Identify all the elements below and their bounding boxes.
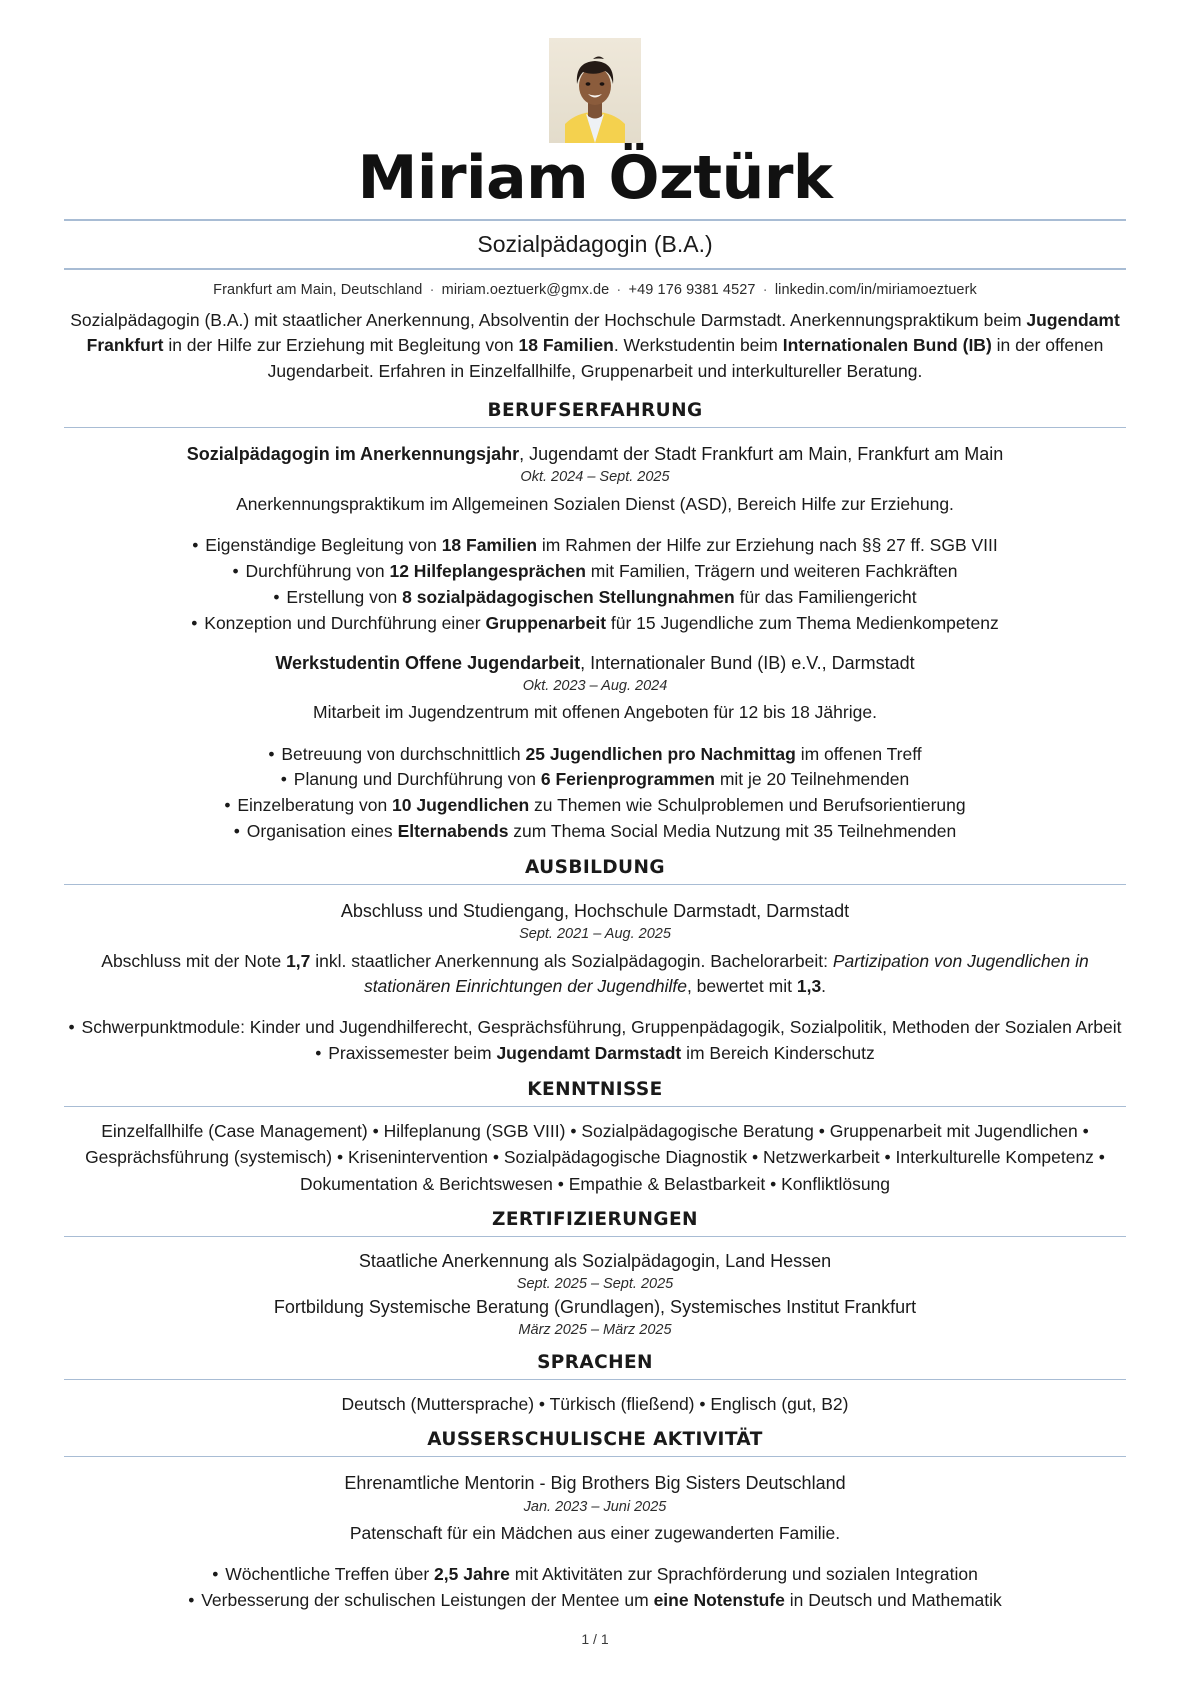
bullet-text <box>247 821 956 841</box>
text-run: für 15 Jugendliche zum Thema Medienkompetenz <box>606 612 999 633</box>
avatar <box>549 38 641 143</box>
bullet-glyph: • <box>233 821 245 842</box>
text-run: in der Hilfe zur Erziehung mit Begleitung von <box>163 335 519 356</box>
entry-activity <box>64 1457 1126 1614</box>
bullet-glyph: • <box>212 1564 224 1585</box>
bullet-item <box>64 1015 1126 1041</box>
skills-list: Einzelfallhilfe (Case Management) • Hilfeplanung (SGB VIII) • Sozialpädagogische Beratung • Gruppenarbeit mit Jugendlichen • Gesprächsführung (systemisch) • Krisenintervention • Sozialpädagogische Diagnostik • Netzwerkarbeit • Interkulturelle Kompetenz • Dokumentation & Berichtswesen • Empathie & Belastbarkeit • Konfliktlösung <box>85 1121 1105 1194</box>
text-run: Konzeption und Durchführung einer <box>204 612 486 633</box>
entry-description <box>64 696 1126 725</box>
entry-bullet-list <box>64 517 1126 637</box>
text-run: Patenschaft für ein Mädchen aus einer zugewanderten Familie. <box>349 1522 841 1543</box>
text-run: in der offenen Jugendarbeit. Erfahren in Einzelfallhilfe, Gruppenarbeit und interkultureller Beratung. <box>267 335 1104 381</box>
text-run: im offenen Treff <box>795 743 922 764</box>
text-run-bold: 8 sozialpädagogischen Stellungnahmen <box>402 586 735 607</box>
bullet-text <box>237 795 965 815</box>
text-run: Organisation eines <box>246 821 398 842</box>
text-run: , Internationaler Bund (IB) e.V., Darmstadt <box>580 652 915 673</box>
text-run-bold: Sozialpädagogin im Anerkennungsjahr <box>186 444 520 465</box>
entry-title <box>64 442 1126 466</box>
bullet-item <box>64 1562 1126 1588</box>
bullet-glyph: • <box>268 743 280 764</box>
text-run: mit je 20 Teilnehmenden <box>714 769 910 790</box>
text-run: Wöchentliche Treffen über <box>225 1564 435 1585</box>
text-run: Schwerpunktmodule: Kinder und Jugendhilferecht, Gesprächsführung, Gruppenpädagogik, Sozialpolitik, Methoden der Sozialen Arbeit <box>81 1017 1122 1038</box>
bullet-item <box>64 1041 1126 1067</box>
entry-bullet-list <box>64 999 1126 1067</box>
text-run-bold: 1,7 <box>286 950 311 971</box>
text-run: Betreuung von durchschnittlich <box>281 743 526 764</box>
text-run: Durchführung von <box>245 560 390 581</box>
entry-date: Sept. 2021 – Aug. 2025 <box>519 926 671 943</box>
text-run: . Werkstudentin beim <box>613 335 783 356</box>
bullet-item <box>64 767 1126 793</box>
certification-date: März 2025 – März 2025 <box>518 1321 672 1338</box>
text-run: Einzelberatung von <box>237 795 393 816</box>
text-run: Abschluss mit der Note <box>101 950 287 971</box>
certification-name: Staatliche Anerkennung als Sozialpädagogin, Land Hessen <box>358 1250 832 1271</box>
bullet-text <box>294 769 909 789</box>
text-run: Abschluss und Studiengang, Hochschule Darmstadt, Darmstadt <box>340 901 850 922</box>
entry-date: Okt. 2023 – Aug. 2024 <box>522 677 668 694</box>
bullet-glyph: • <box>68 1017 80 1038</box>
entry-experience <box>64 428 1126 637</box>
certification-date: Sept. 2025 – Sept. 2025 <box>516 1276 674 1293</box>
text-run: im Rahmen der Hilfe zur Erziehung nach §§ 27 ff. SGB VIII <box>537 534 998 555</box>
section-title-activities: AUSSERSCHULISCHE AKTIVITÄT <box>427 1429 763 1451</box>
page-title: Miriam Öztürk <box>357 143 833 213</box>
photo-container <box>64 38 1126 143</box>
bullet-glyph: • <box>232 560 244 581</box>
contact-separator: · <box>616 281 622 298</box>
text-run-bold: 18 Familien <box>518 335 614 356</box>
contact-separator: · <box>762 281 768 298</box>
text-run: zu Themen wie Schulproblemen und Berufsorientierung <box>529 795 966 816</box>
certifications-list <box>64 1237 1126 1340</box>
text-run: Anerkennungspraktikum im Allgemeinen Sozialen Dienst (ASD), Bereich Hilfe zur Erziehung. <box>236 493 954 514</box>
contact-phone[interactable]: +49 176 9381 4527 <box>628 281 756 298</box>
entry-title <box>64 651 1126 675</box>
entry-title <box>64 899 1126 923</box>
section-title-experience: BERUFSERFAHRUNG <box>487 400 703 422</box>
text-run-bold: eine Notenstufe <box>653 1590 785 1611</box>
contact-line <box>64 270 1126 308</box>
page-footer: 1 / 1 <box>581 1631 609 1647</box>
text-run: im Bereich Kinderschutz <box>681 1043 875 1064</box>
job-headline: Sozialpädagogin (B.A.) <box>477 231 713 258</box>
bullet-text <box>225 1564 978 1584</box>
text-run-bold: Gruppenarbeit <box>485 612 607 633</box>
bullet-glyph: • <box>273 586 285 607</box>
bullet-item <box>64 611 1126 637</box>
text-run-bold: Internationalen Bund (IB) <box>782 335 992 356</box>
bullet-item <box>64 1588 1126 1614</box>
text-run-bold: 1,3 <box>796 976 822 997</box>
text-run: Praxissemester beim <box>328 1043 497 1064</box>
entry-description <box>64 1517 1126 1546</box>
text-run: mit Familien, Trägern und weiteren Fachkräften <box>585 560 958 581</box>
bullet-glyph: • <box>192 534 204 555</box>
bullet-glyph: • <box>224 795 236 816</box>
contact-location: Frankfurt am Main, Deutschland <box>213 281 423 298</box>
bullet-text <box>286 587 916 607</box>
text-run: Eigenständige Begleitung von <box>205 534 442 555</box>
bullet-text <box>204 613 998 633</box>
bullet-text <box>328 1043 875 1063</box>
text-run-bold: 6 Ferienprogrammen <box>540 769 715 790</box>
bullet-glyph: • <box>315 1043 327 1064</box>
text-run: . <box>821 976 827 997</box>
bullet-text <box>82 1017 1122 1037</box>
text-run-bold: Jugendamt Frankfurt <box>86 309 1120 356</box>
text-run-bold: Elternabends <box>397 821 509 842</box>
text-run: Planung und Durchführung von <box>293 769 541 790</box>
text-run: Sozialpädagogin (B.A.) mit staatlicher Anerkennung, Absolventin der Hochschule Darmstadt. Anerkennungspraktikum beim <box>70 309 1027 330</box>
entry-bullet-list <box>64 1546 1126 1614</box>
section-title-languages: SPRACHEN <box>537 1352 653 1374</box>
contact-email[interactable]: miriam.oeztuerk@gmx.de <box>441 281 610 298</box>
text-run-bold: 2,5 Jahre <box>434 1564 510 1585</box>
bullet-item <box>64 559 1126 585</box>
entry-title <box>64 1471 1126 1495</box>
section-title-skills: KENNTNISSE <box>527 1079 663 1101</box>
text-run: Verbesserung der schulischen Leistungen der Mentee um <box>201 1590 654 1611</box>
text-run: Ehrenamtliche Mentorin - Big Brothers Big Sisters Deutschland <box>344 1473 846 1494</box>
text-run-bold: Jugendamt Darmstadt <box>496 1043 682 1064</box>
text-run: Mitarbeit im Jugendzentrum mit offenen Angeboten für 12 bis 18 Jährige. <box>313 702 877 723</box>
text-run: , bewertet mit <box>686 976 797 997</box>
bullet-text <box>245 561 957 581</box>
bullet-text <box>281 744 921 764</box>
text-run-italic: Partizipation von Jugendlichen in stationären Einrichtungen der Jugendhilfe <box>363 950 1089 997</box>
entry-description <box>64 488 1126 517</box>
bullet-glyph: • <box>188 1590 200 1611</box>
text-run: in Deutsch und Mathematik <box>784 1590 1002 1611</box>
entry-education <box>64 885 1126 1067</box>
text-run: Erstellung von <box>286 586 403 607</box>
text-run: inkl. staatlicher Anerkennung als Sozialpädagogin. Bachelorarbeit: <box>310 950 833 971</box>
bullet-item <box>64 742 1126 768</box>
text-run-bold: 25 Jugendlichen pro Nachmittag <box>525 743 796 764</box>
entry-date: Jan. 2023 – Juni 2025 <box>523 1498 667 1515</box>
sections-container <box>64 388 1126 1614</box>
text-run-bold: 10 Jugendlichen <box>392 795 530 816</box>
entry-description <box>64 945 1126 1000</box>
text-run: , Jugendamt der Stadt Frankfurt am Main, Frankfurt am Main <box>519 444 1004 465</box>
bullet-item <box>64 533 1126 559</box>
text-run: für das Familiengericht <box>734 586 917 607</box>
bullet-text <box>201 1590 1002 1610</box>
contact-linkedin[interactable]: linkedin.com/in/miriamoeztuerk <box>774 281 977 298</box>
text-run-bold: Werkstudentin Offene Jugendarbeit <box>275 652 581 673</box>
professional-summary <box>64 308 1126 388</box>
text-run: mit Aktivitäten zur Sprachförderung und sozialen Integration <box>509 1564 978 1585</box>
languages-list: Deutsch (Muttersprache) • Türkisch (fließend) • Englisch (gut, B2) <box>341 1394 849 1415</box>
certification-name: Fortbildung Systemische Beratung (Grundlagen), Systemisches Institut Frankfurt <box>273 1296 917 1317</box>
portrait-photo-icon <box>549 38 641 143</box>
entry-date: Okt. 2024 – Sept. 2025 <box>520 469 670 486</box>
text-run: zum Thema Social Media Nutzung mit 35 Teilnehmenden <box>508 821 957 842</box>
bullet-item <box>64 585 1126 611</box>
text-run-bold: 12 Hilfeplangesprächen <box>389 560 586 581</box>
section-title-education: AUSBILDUNG <box>525 857 665 879</box>
contact-separator: · <box>429 281 435 298</box>
bullet-text <box>205 535 998 555</box>
bullet-item <box>64 819 1126 845</box>
bullet-item <box>64 793 1126 819</box>
entry-experience <box>64 637 1126 846</box>
text-run-bold: 18 Familien <box>441 534 538 555</box>
section-title-certifications: ZERTIFIZIERUNGEN <box>492 1208 698 1230</box>
bullet-glyph: • <box>280 769 292 790</box>
bullet-glyph: • <box>191 612 203 633</box>
entry-bullet-list <box>64 726 1126 846</box>
